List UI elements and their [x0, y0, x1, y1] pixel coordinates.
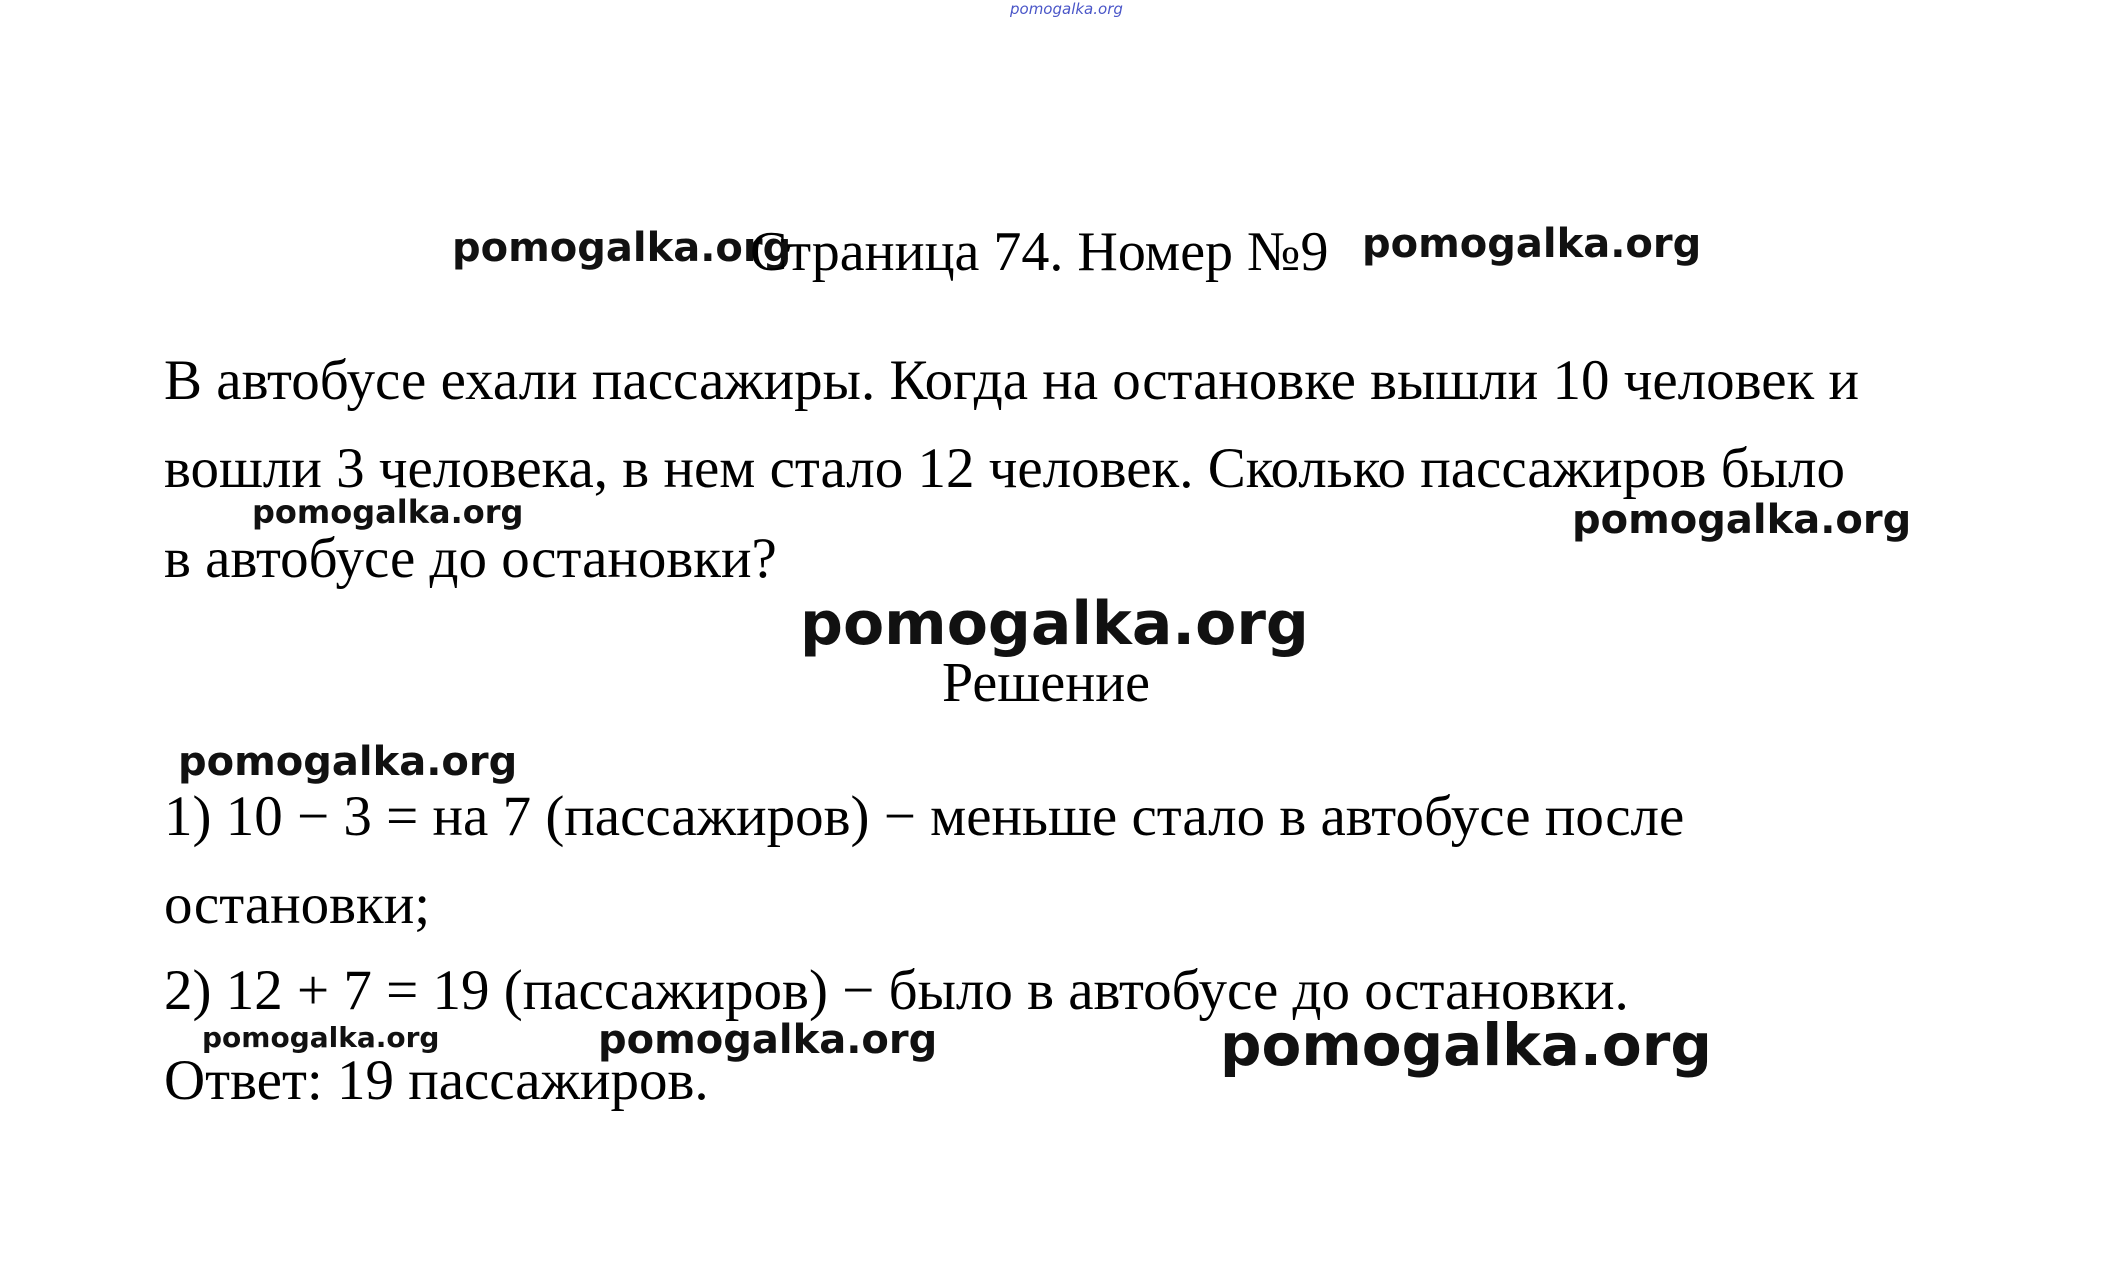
watermark-title-right: pomogalka.org — [1362, 221, 1702, 267]
watermark-problem-right: pomogalka.org — [1572, 497, 1912, 543]
watermark-answer-small: pomogalka.org — [202, 1021, 440, 1054]
problem-line-1: В автобусе ехали пассажиры. Когда на остановке вышли 10 человек и — [164, 349, 1859, 412]
solution-line-1: 1) 10 − 3 = на 7 (пассажиров) − меньше стало в автобусе после — [164, 785, 1685, 848]
watermark-answer-mid: pomogalka.org — [598, 1017, 938, 1063]
page-title: Страница 74. Номер №9 — [750, 221, 1329, 283]
problem-line-2: вошли 3 человека, в нем стало 12 человек. Сколько пассажиров было — [164, 437, 1845, 500]
problem-line-3: в автобусе до остановки? — [164, 527, 777, 590]
solution-heading: Решение — [942, 652, 1151, 714]
answer-line: Ответ: 19 пассажиров. — [164, 1049, 709, 1112]
watermark-problem-left: pomogalka.org — [252, 493, 524, 531]
watermark-center-large: pomogalka.org — [800, 589, 1309, 659]
watermark-top: pomogalka.org — [1010, 0, 1123, 18]
solution-line-2: остановки; — [164, 873, 431, 936]
watermark-solution-left: pomogalka.org — [178, 739, 518, 785]
solution-line-3: 2) 12 + 7 = 19 (пассажиров) − было в автобусе до остановки. — [164, 959, 1629, 1022]
watermark-title-left: pomogalka.org — [452, 225, 792, 271]
watermark-answer-large: pomogalka.org — [1220, 1011, 1712, 1079]
